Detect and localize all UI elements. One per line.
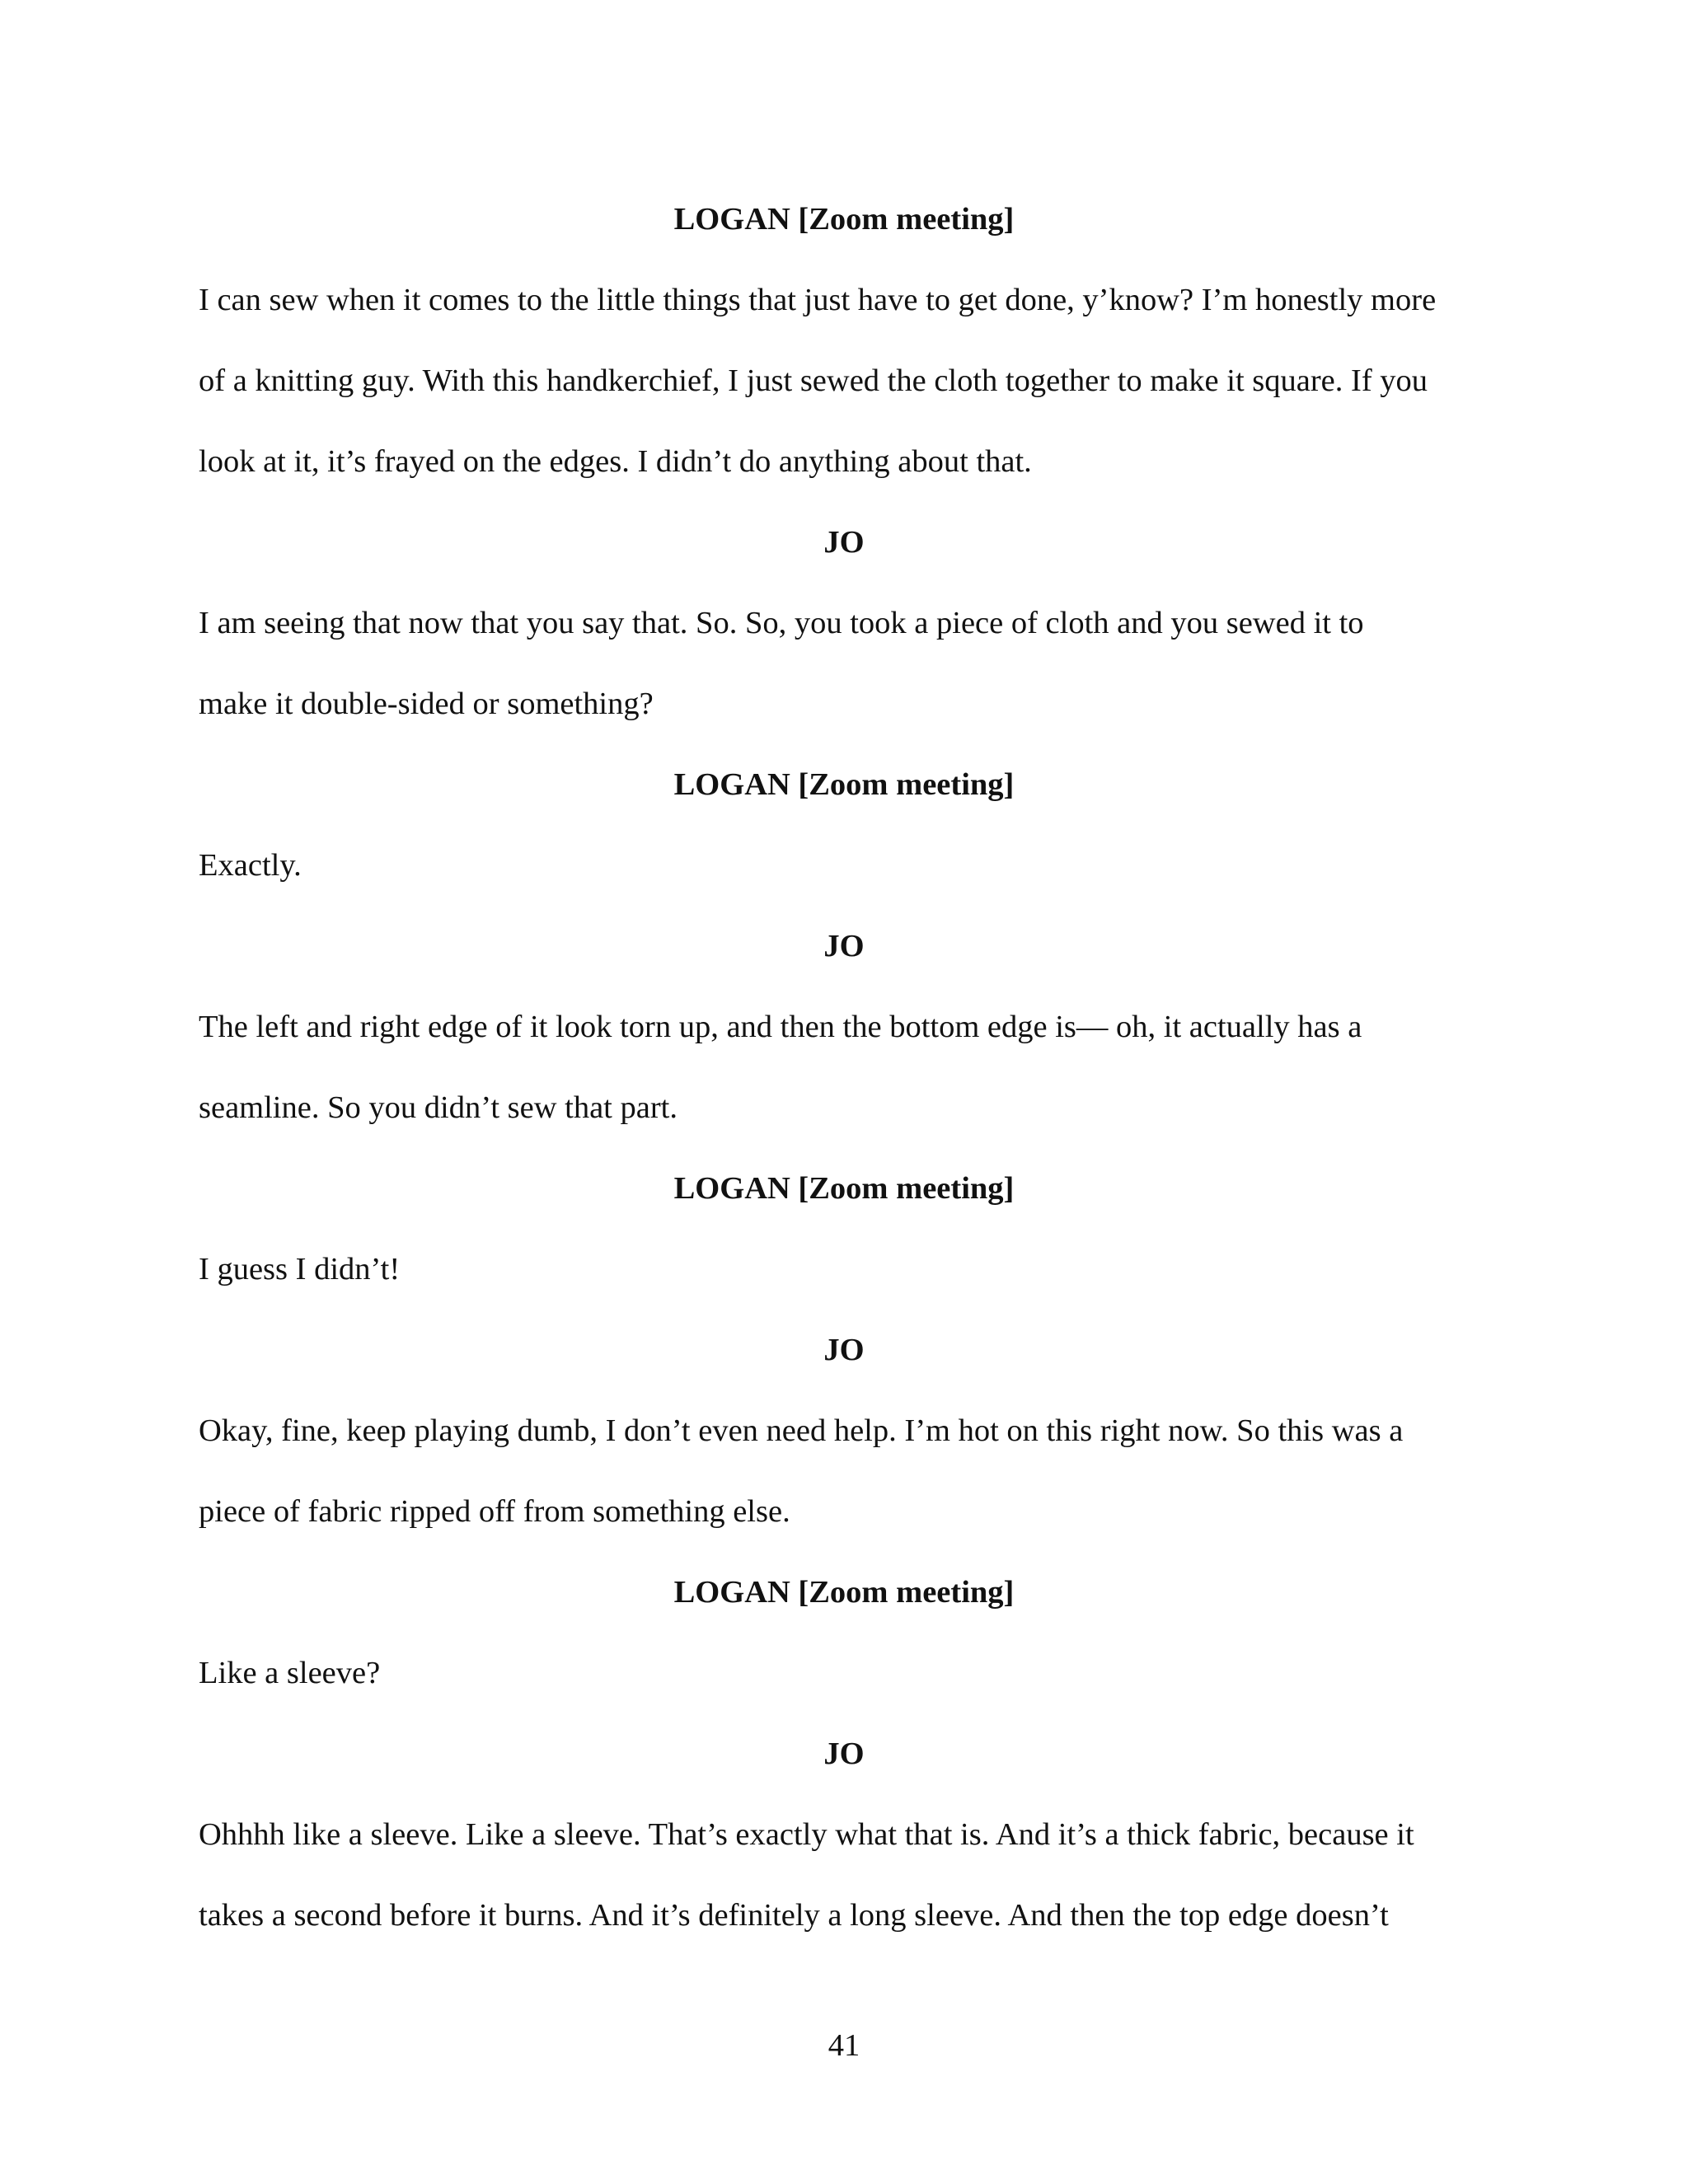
dialogue-line: seamline. So you didn’t sew that part.	[199, 1090, 678, 1125]
dialogue-line: make it double-sided or something?	[199, 687, 654, 721]
dialogue-line: of a knitting guy. With this handkerchief, I just sewed the cloth together to make it square. If you	[199, 363, 1428, 398]
speaker-heading: LOGAN [Zoom meeting]	[673, 1171, 1015, 1206]
dialogue-line: Exactly.	[199, 848, 302, 883]
dialogue-line: Like a sleeve?	[199, 1656, 381, 1690]
dialogue-line: I can sew when it comes to the little things that just have to get done, y’know? I’m honestly more	[199, 283, 1437, 317]
dialogue-line: piece of fabric ripped off from something else.	[199, 1494, 790, 1529]
page-number: 41	[828, 2028, 860, 2063]
dialogue-line: I am seeing that now that you say that. So. So, you took a piece of cloth and you sewed it to	[199, 606, 1364, 640]
speaker-heading: LOGAN [Zoom meeting]	[673, 1575, 1015, 1610]
dialogue-line: The left and right edge of it look torn up, and then the bottom edge is— oh, it actually has a	[199, 1010, 1362, 1044]
speaker-heading: LOGAN [Zoom meeting]	[673, 767, 1015, 802]
dialogue-line: Ohhhh like a sleeve. Like a sleeve. That’s exactly what that is. And it’s a thick fabric, because it	[199, 1817, 1414, 1852]
speaker-heading: JO	[823, 1333, 865, 1367]
speaker-heading: LOGAN [Zoom meeting]	[673, 202, 1015, 237]
dialogue-line: look at it, it’s frayed on the edges. I didn’t do anything about that.	[199, 444, 1032, 479]
dialogue-line: Okay, fine, keep playing dumb, I don’t even need help. I’m hot on this right now. So this was a	[199, 1413, 1404, 1448]
dialogue-line: takes a second before it burns. And it’s definitely a long sleeve. And then the top edge doesn’t	[199, 1898, 1389, 1933]
dialogue-line: I guess I didn’t!	[199, 1252, 401, 1286]
speaker-heading: JO	[823, 525, 865, 560]
speaker-heading: JO	[823, 1736, 865, 1771]
speaker-heading: JO	[823, 929, 865, 963]
